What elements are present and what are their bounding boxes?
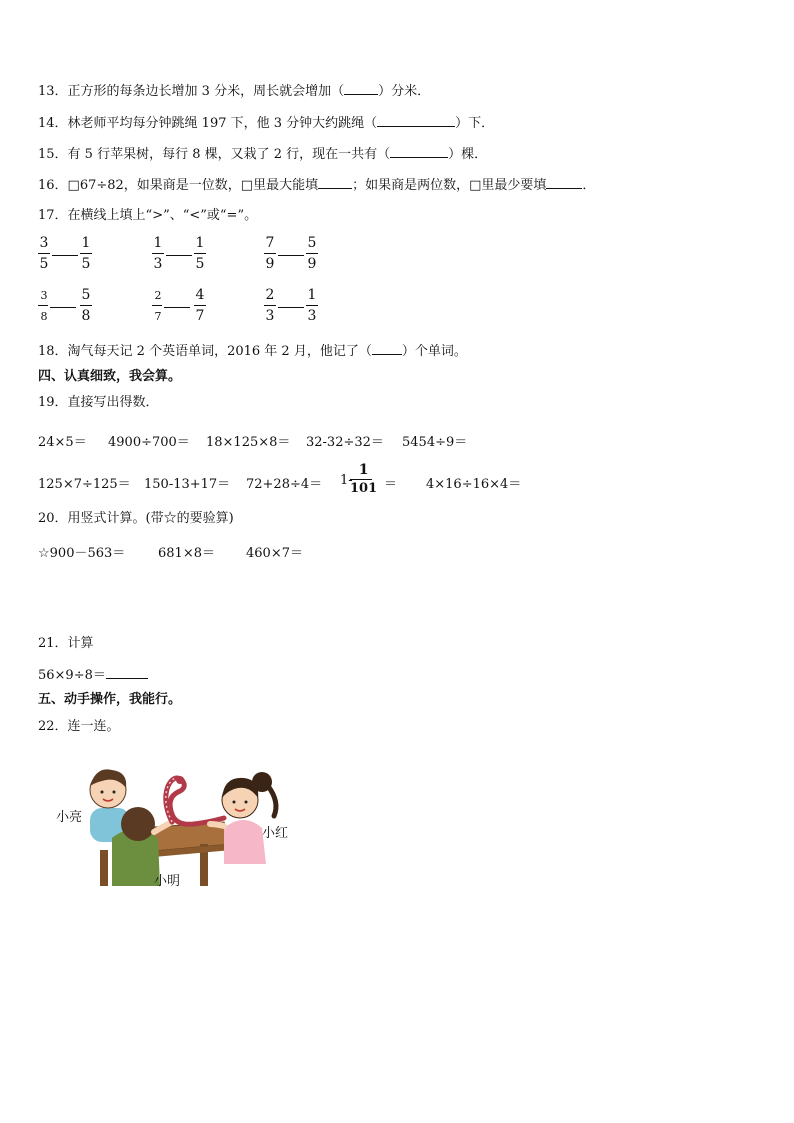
name-label-xiaohong: 小红 [262, 826, 289, 841]
fraction: 5 8 [81, 287, 91, 324]
question-15 [38, 145, 487, 164]
vertical-calc-item: ☆900－563＝ [38, 546, 126, 561]
comparison-blank[interactable] [50, 307, 76, 308]
calc-item: 150-13+17＝ [144, 477, 231, 492]
q15-text-end: ）棵． [448, 147, 488, 162]
calc-item: 1- [340, 473, 353, 488]
fraction: 3 5 [39, 235, 49, 272]
answer-blank[interactable] [546, 176, 582, 189]
calc-item: 4900÷700＝ [108, 435, 190, 450]
question-21-expr [38, 666, 148, 685]
calc-item: 5454÷9＝ [402, 435, 468, 450]
fraction: 1 5 [195, 235, 205, 272]
q13-text-end: ）分米． [378, 84, 431, 99]
q16-text: 16．□67÷82，如果商是一位数，□里最大能填 [38, 178, 319, 193]
fraction: 1 3 [307, 287, 317, 324]
vertical-calc-item: 681×8＝ [158, 546, 215, 561]
fraction: 4 7 [195, 287, 205, 324]
answer-blank[interactable] [318, 176, 352, 189]
question-16 [38, 176, 595, 195]
fraction-row-2 [38, 286, 358, 330]
calc-item: ＝ [384, 477, 398, 492]
calc-item: 18×125×8＝ [206, 435, 291, 450]
fraction: 1 3 [153, 235, 163, 272]
question-19-title: 19．直接写出得数． [38, 395, 159, 410]
comparison-blank[interactable] [166, 255, 192, 256]
calc-item: 24×5＝ [38, 435, 87, 450]
vertical-calc-item: 460×7＝ [246, 546, 303, 561]
q16-text-end: ． [582, 178, 596, 193]
children-with-snake-image [54, 752, 304, 888]
fraction: 5 9 [307, 235, 317, 272]
fraction: 7 9 [265, 235, 275, 272]
answer-blank[interactable] [390, 145, 448, 158]
section-5-heading: 五、动手操作，我能行。 [38, 692, 182, 707]
calc-item: 32-32÷32＝ [306, 435, 384, 450]
answer-blank[interactable] [377, 114, 455, 127]
question-18 [38, 342, 467, 361]
fraction-row-1 [38, 234, 358, 278]
children-illustration [54, 752, 304, 888]
q15-text: 15．有 5 行苹果树，每行 8 棵，又栽了 2 行，现在一共有（ [38, 147, 391, 162]
question-20-title: 20．用竖式计算。(带☆的要验算) [38, 511, 234, 526]
calc-item: 125×7÷125＝ [38, 477, 131, 492]
q16-text-2: ；如果商是两位数，□里最少要填 [352, 178, 547, 193]
answer-blank[interactable] [344, 82, 378, 95]
question-13 [38, 82, 430, 101]
fraction: 1 5 [81, 235, 91, 272]
q18-text: 18．淘气每天记 2 个英语单词，2016 年 2 月，他记了（ [38, 344, 372, 359]
answer-blank[interactable] [372, 342, 402, 355]
comparison-blank[interactable] [52, 255, 78, 256]
fraction-1-over-101: 1 101 [350, 462, 378, 496]
calc-item: 72+28÷4＝ [246, 477, 323, 492]
q21-expression: 56×9÷8＝ [38, 668, 106, 683]
question-22-title: 22．连一连。 [38, 719, 120, 734]
section-4-heading: 四、认真细致，我会算。 [38, 369, 182, 384]
q13-text: 13．正方形的每条边长增加 3 分米，周长就会增加（ [38, 84, 345, 99]
comparison-blank[interactable] [164, 307, 190, 308]
question-21-title: 21．计算 [38, 636, 94, 651]
calc-item: 4×16÷16×4＝ [426, 477, 522, 492]
q14-text: 14．林老师平均每分钟跳绳 197 下，他 3 分钟大约跳绳（ [38, 116, 378, 131]
fraction: 3 8 [38, 286, 50, 325]
name-label-xiaoliang: 小亮 [56, 810, 83, 825]
comparison-blank[interactable] [278, 255, 304, 256]
fraction: 2 7 [152, 286, 164, 325]
answer-blank[interactable] [106, 666, 148, 679]
q14-text-end: ）下． [455, 116, 495, 131]
question-14 [38, 114, 494, 133]
question-17-title: 17．在横线上填上“>”、“<”或“=”。 [38, 208, 258, 223]
fraction: 2 3 [265, 287, 275, 324]
comparison-blank[interactable] [278, 307, 304, 308]
q18-text-end: ）个单词。 [401, 344, 467, 359]
name-label-xiaoming: 小明 [154, 874, 181, 889]
